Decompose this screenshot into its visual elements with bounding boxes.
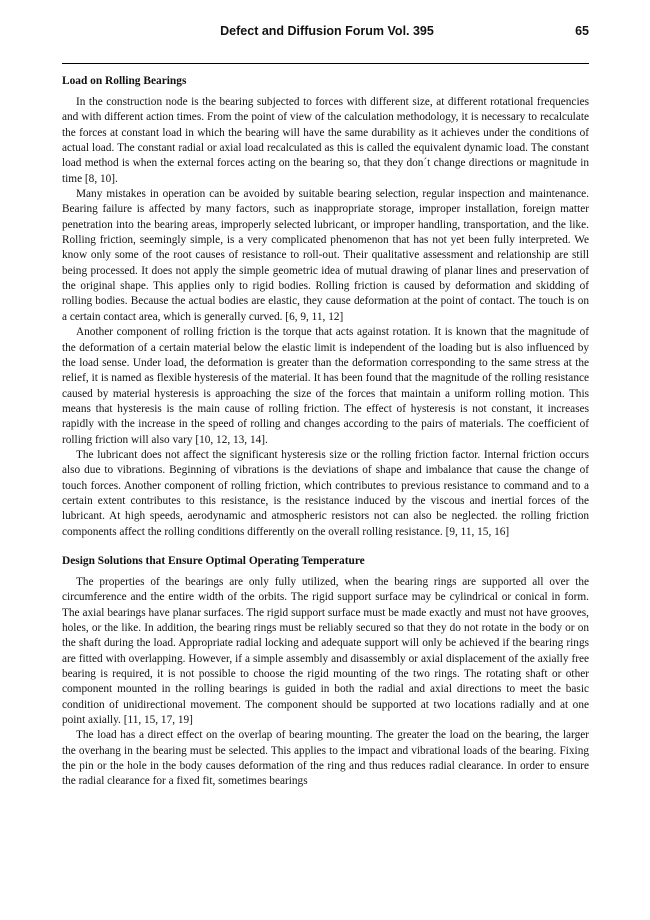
section-heading: Load on Rolling Bearings [62, 75, 187, 87]
paragraph: In the construction node is the bearing subjected to forces with different size, at different rotational frequencies and with different action times. From the point of view of the calculation methodology, it is necessary to recalculate the forces at constant load in which the bearing will have the same durability as it achieves under the conditions of actual load. The constant radial or axial load recalculated as this is called the equivalent dynamic load. The constant load method is when the external forces acting on the bearing so, that they don´t change directions or magnitude in time [8, 10]. [62, 96, 589, 185]
header-rule [62, 63, 589, 64]
running-header [62, 24, 589, 42]
paragraph: Another component of rolling friction is the torque that acts against rotation. It is known that the magnitude of the deformation of a certain material below the elastic limit is independent of the loading but is also influenced by the load sense. Under load, the deformation is greater than the deformation corresponding to the same stress at the relief, it is named as flexible hysteresis of the material. It has been found that the magnitude of the rolling resistance caused by material hysteresis is approaching the size of the forces that maintain a uniform rolling motion. This means that hysteresis is the main cause of rolling friction. The effect of hysteresis is not constant, it increases rapidly with the increase in the speed of rolling and changes according to the pairs of materials. The coefficient of rolling friction will also vary [10, 12, 13, 14]. [62, 326, 589, 446]
paragraph: The properties of the bearings are only fully utilized, when the bearing rings are supported all over the circumference and the entire width of the orbits. The rigid support surface may be cylindrical or conical in form. The axial bearings have planar surfaces. The rigid support surface must be made exactly and must not have grooves, holes, or the like. In addition, the bearing rings must be reliably secured so that they do not rotate in the body or on the shaft during the load. Appropriate radial locking and adequate support will only be achieved if the bearing rings are fitted with overlapping. However, if a simple assembly and disassembly or axial displacement of the axially free bearing is required, it is not possible to choose the rigid mounting of the two rings. The rotating shaft or other component mounted in the rolling bearings is guided in both the radial and axial directions to meet the basic condition of unidirectional movement. The component should be supported at two locations radially and at one point axially. [11, 15, 17, 19] [62, 575, 589, 727]
paragraph: Many mistakes in operation can be avoided by suitable bearing selection, regular inspection and maintenance. Bearing failure is affected by many factors, such as inappropriate storage, improper installation, foreign matter penetration into the bearing areas, improperly selected lubricant, or improper handling, transportation, and the like. Rolling friction, seemingly simple, is a very complicated phenomenon that has not yet been fully interpreted. We know only some of the root causes of resistance to roll-out. Their qualitative assessment and relationship are still being processed. It does not apply the simple geometric idea of mutual drawing of planar lines and preservation of the original shape. This applies only to rigid bodies. Rolling friction is caused by deformation and skidding of rolling bodies. Because the actual bodies are elastic, they cause deformation at the point of contact. The touch is on a certain contact area, which is generally curved. [6, 9, 11, 12] [62, 188, 589, 323]
paragraph: The load has a direct effect on the overlap of bearing mounting. The greater the load on the bearing, the larger the overhang in the bearing must be selected. This applies to the impact and vibrational loads of the bearing. Fixing the pin or the hole in the body causes deformation of the ring and thus reduces radial clearance. In order to ensure the radial clearance for a fixed fit, sometimes bearings [62, 729, 589, 788]
section-design-solutions [62, 554, 589, 790]
article-body [62, 74, 589, 790]
section-heading: Design Solutions that Ensure Optimal Operating Temperature [62, 554, 365, 567]
section-load-on-rolling-bearings [62, 74, 589, 540]
journal-title: Defect and Diffusion Forum Vol. 395 [220, 24, 434, 38]
page-number: 65 [575, 24, 589, 38]
paragraph: The lubricant does not affect the significant hysteresis size or the rolling friction factor. Internal friction occurs also due to vibrations. Beginning of vibrations is the deviations of shape and imbalance that cause the change of touch forces. Another component of rolling friction, which contributes to previous resistance to command and to a certain extent contributes to this resistance, is the resistance induced by the viscous and inertial forces of the lubricant. At high speeds, aerodynamic and atmospheric resistors not can also be neglected. the rolling friction components affect the rolling conditions differently on the overall rolling resistance. [9, 11, 15, 16] [62, 448, 589, 538]
